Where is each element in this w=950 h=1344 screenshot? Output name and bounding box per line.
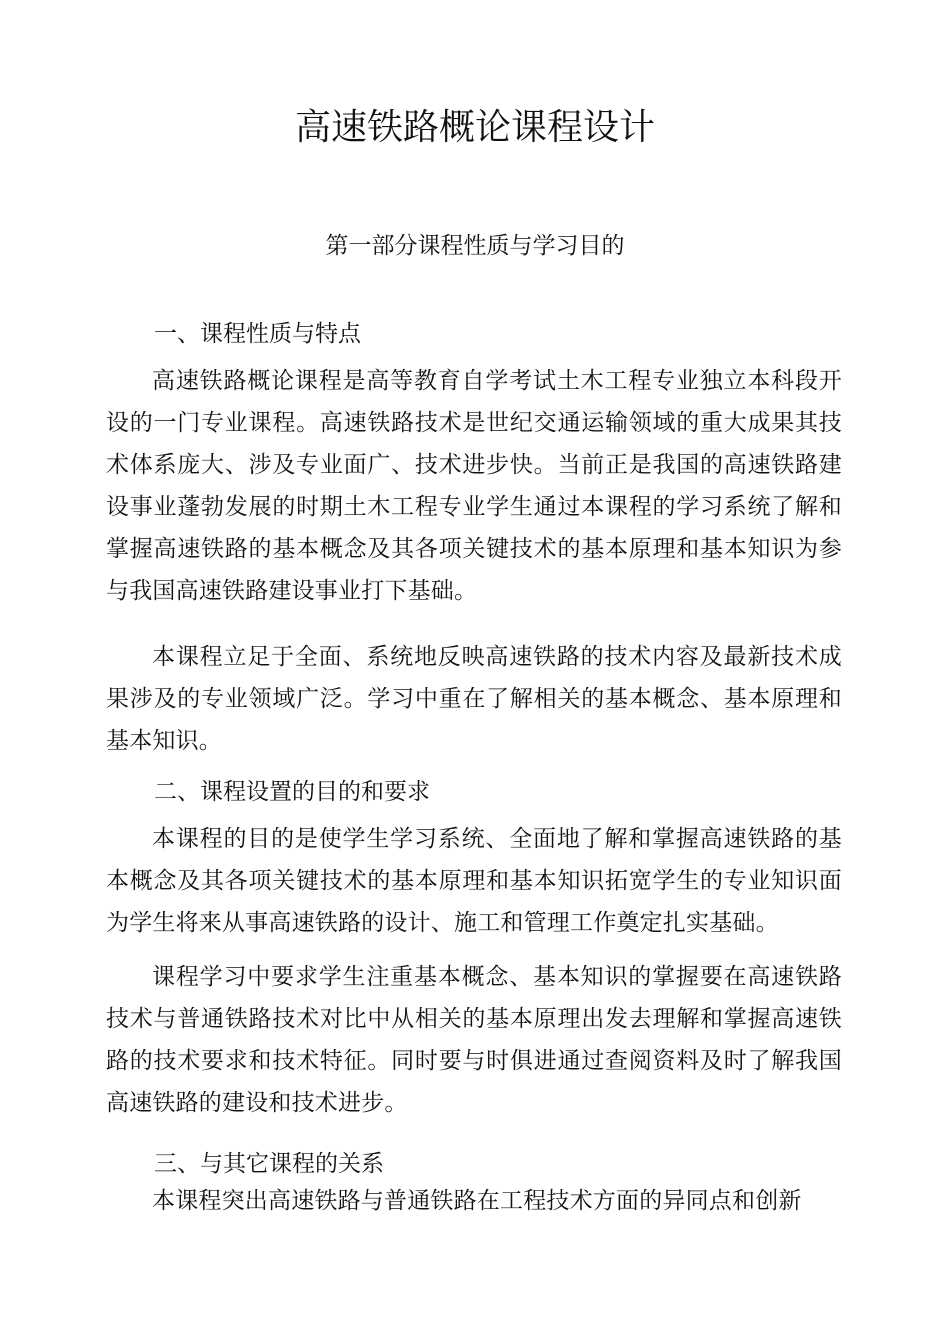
section-2-paragraph-2: 课程学习中要求学生注重基本概念、基本知识的掌握要在高速铁路技术与普通铁路技术对比中从相关的基本原理出发去理解和掌握高速铁路的技术要求和技术特征。同时要与时俱进通过查阅资料及时了解我国高速铁路的建设和技术进步。 xyxy=(106,964,842,1116)
section-1-paragraph-1: 高速铁路概论课程是高等教育自学考试土木工程专业独立本科段开设的一门专业课程。高速铁路技术是世纪交通运输领域的重大成果其技术体系庞大、涉及专业面广、技术进步快。当前正是我国的高速铁路建设事业蓬勃发展的时期土木工程专业学生通过本课程的学习系统了解和掌握高速铁路的基本概念及其各项关键技术的基本原理和基本知识为参与我国高速铁路建设事业打下基础。 xyxy=(106,368,842,604)
part-heading: 第一部分课程性质与学习目的 xyxy=(325,233,625,259)
section-1-paragraph-2: 本课程立足于全面、系统地反映高速铁路的技术内容及最新技术成果涉及的专业领域广泛。学习中重在了解相关的基本概念、基本原理和基本知识。 xyxy=(106,644,842,754)
section-3-paragraph-1: 本课程突出高速铁路与普通铁路在工程技术方面的异同点和创新 xyxy=(152,1188,802,1214)
section-2-paragraph-1: 本课程的目的是使学生学习系统、全面地了解和掌握高速铁路的基本概念及其各项关键技术的基本原理和基本知识拓宽学生的专业知识面为学生将来从事高速铁路的设计、施工和管理工作奠定扎实基础。 xyxy=(106,826,842,936)
section-heading-2: 二、课程设置的目的和要求 xyxy=(154,779,430,805)
section-heading-3: 三、与其它课程的关系 xyxy=(154,1151,384,1177)
document-title: 高速铁路概论课程设计 xyxy=(294,107,655,148)
section-heading-1: 一、课程性质与特点 xyxy=(154,321,361,347)
